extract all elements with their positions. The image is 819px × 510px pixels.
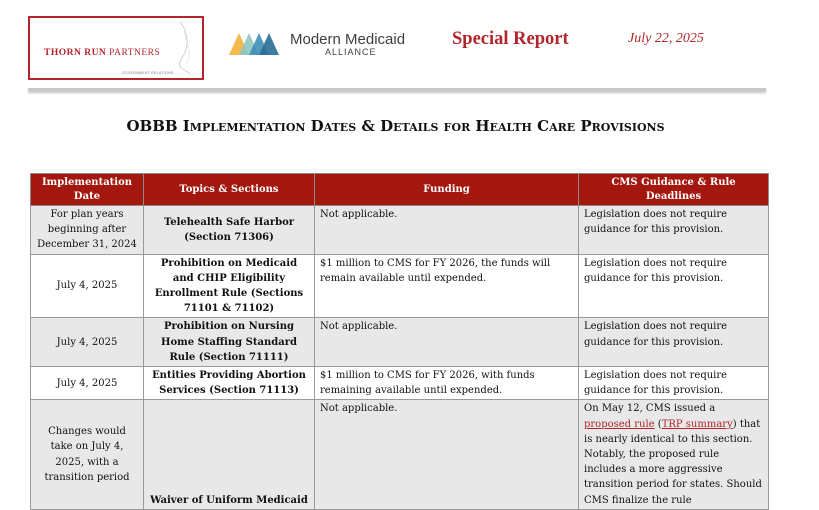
table-row xyxy=(31,254,769,318)
trp-logo-subtitle: GOVERNMENT RELATIONS xyxy=(122,71,174,75)
thorn-run-partners-logo xyxy=(28,16,204,80)
table-row xyxy=(31,367,769,400)
trp-summary-link[interactable]: TRP summary xyxy=(661,418,733,430)
table-row xyxy=(31,206,769,255)
column-header-funding: Funding xyxy=(315,174,579,206)
cell-funding: $1 million to CMS for FY 2026, with funds remaining available until expended. xyxy=(315,367,579,400)
provisions-table xyxy=(30,173,769,510)
table-header-row xyxy=(31,174,769,206)
cell-funding: Not applicable. xyxy=(315,318,579,367)
cell-date: July 4, 2025 xyxy=(31,367,144,400)
report-date: July 22, 2025 xyxy=(628,31,704,46)
cell-date: For plan years beginning after December 31, 2024 xyxy=(31,206,144,255)
cell-date: Changes would take on July 4, 2025, with a transition period xyxy=(31,400,144,509)
report-type: Special Report xyxy=(452,29,569,49)
mma-name-line2: ALLIANCE xyxy=(325,47,377,57)
cell-funding: $1 million to CMS for FY 2026, the funds will remain available until expended. xyxy=(315,254,579,318)
cell-guidance xyxy=(579,400,769,509)
cell-guidance: Legislation does not require guidance for this provision. xyxy=(579,254,769,318)
cell-topic: Prohibition on Nursing Home Staffing Standard Rule (Section 71111) xyxy=(144,318,315,367)
proposed-rule-link[interactable]: proposed rule xyxy=(584,418,655,430)
cell-date: July 4, 2025 xyxy=(31,318,144,367)
column-header-topics: Topics & Sections xyxy=(144,174,315,206)
guidance-text: ( xyxy=(654,418,662,430)
trp-logo-name: THORN RUN PARTNERS xyxy=(44,48,161,58)
cell-date: July 4, 2025 xyxy=(31,254,144,318)
cell-topic: Entities Providing Abortion Services (Section 71113) xyxy=(144,367,315,400)
column-header-guidance: CMS Guidance & Rule Deadlines xyxy=(579,174,769,206)
page-title: OBBB Implementation Dates & Details for Health Care Provisions xyxy=(126,117,665,135)
header-divider xyxy=(28,88,766,91)
cell-guidance: Legislation does not require guidance for this provision. xyxy=(579,206,769,255)
guidance-text: On May 12, CMS issued a xyxy=(584,403,716,415)
cell-topic: Telehealth Safe Harbor (Section 71306) xyxy=(144,206,315,255)
cell-funding: Not applicable. xyxy=(315,400,579,509)
cell-guidance: Legislation does not require guidance for this provision. xyxy=(579,318,769,367)
cell-funding: Not applicable. xyxy=(315,206,579,255)
table-row xyxy=(31,400,769,509)
cell-topic: Waiver of Uniform Medicaid xyxy=(144,400,315,509)
column-header-date: Implementation Date xyxy=(31,174,144,206)
report-header xyxy=(0,0,819,96)
mma-name-line1: Modern Medicaid xyxy=(290,31,406,48)
cell-guidance: Legislation does not require guidance for this provision. xyxy=(579,367,769,400)
guidance-text: ) that is nearly identical to this section. Notably, the proposed rule includes a more aggressive transition period for states. Should CMS finalize the rule xyxy=(584,418,762,506)
cell-topic: Prohibition on Medicaid and CHIP Eligibility Enrollment Rule (Sections 71101 & 71102) xyxy=(144,254,315,318)
table-row xyxy=(31,318,769,367)
modern-medicaid-alliance-logo-icon xyxy=(229,31,281,57)
